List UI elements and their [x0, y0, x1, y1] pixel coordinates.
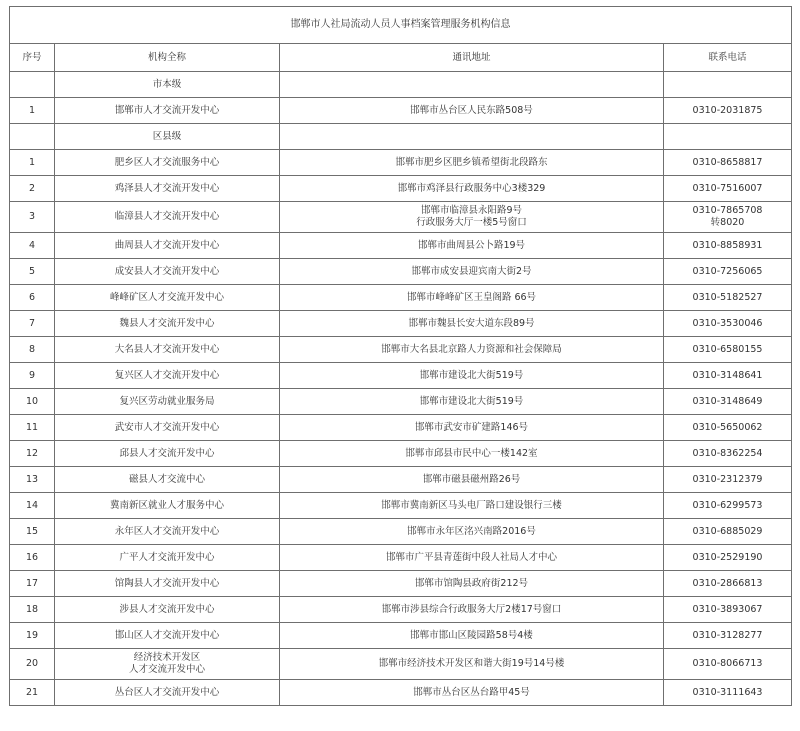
cell-phone	[664, 649, 792, 680]
cell-name	[55, 680, 280, 706]
cell-name-line: 丛台区人才交流开发中心	[114, 686, 220, 698]
cell-name	[55, 337, 280, 363]
cell-address-line: 行政服务大厅一楼5号窗口	[416, 217, 527, 228]
table-row	[10, 467, 792, 493]
table-row	[10, 493, 792, 519]
cell-phone	[664, 337, 792, 363]
cell-address	[280, 233, 664, 259]
cell-address	[280, 571, 664, 597]
cell-name-line: 武安市人才交流开发中心	[114, 421, 220, 433]
cell-name-line: 邯郸市人才交流开发中心	[114, 104, 220, 116]
table-row	[10, 571, 792, 597]
section-seq-empty	[10, 72, 55, 98]
cell-name	[55, 233, 280, 259]
cell-name	[55, 519, 280, 545]
cell-name	[55, 311, 280, 337]
cell-name	[55, 389, 280, 415]
header-phone: 联系电话	[664, 44, 792, 72]
cell-seq: 9	[10, 363, 55, 389]
header-name: 机构全称	[55, 44, 280, 72]
header-seq: 序号	[10, 44, 55, 72]
cell-name	[55, 441, 280, 467]
cell-name-line: 大名县人才交流开发中心	[114, 343, 220, 355]
section-address-empty	[280, 72, 664, 98]
cell-address-line: 邯郸市大名县北京路人力资源和社会保障局	[381, 343, 562, 355]
header-address: 通讯地址	[280, 44, 664, 72]
cell-address-line: 邯郸市冀南新区马头电厂路口建设银行三楼	[381, 499, 562, 511]
section-phone-empty	[664, 72, 792, 98]
section-label: 市本级	[55, 72, 280, 98]
section-row	[10, 72, 792, 98]
cell-seq: 11	[10, 415, 55, 441]
cell-address-line: 邯郸市永年区洺兴南路2016号	[407, 525, 536, 537]
cell-address-line: 邯郸市邯山区陵园路58号4楼	[410, 629, 533, 641]
table-row	[10, 441, 792, 467]
cell-name	[55, 493, 280, 519]
cell-address	[280, 493, 664, 519]
table-row	[10, 545, 792, 571]
cell-address	[280, 98, 664, 124]
cell-name-line: 人才交流开发中心	[128, 664, 205, 675]
agency-table	[9, 6, 792, 706]
cell-phone	[664, 493, 792, 519]
table-row	[10, 233, 792, 259]
cell-address	[280, 259, 664, 285]
cell-phone-line: 0310-2312379	[692, 473, 763, 485]
cell-seq: 6	[10, 285, 55, 311]
cell-seq: 21	[10, 680, 55, 706]
section-seq-empty	[10, 124, 55, 150]
cell-name-line: 邯山区人才交流开发中心	[114, 629, 220, 641]
cell-phone	[664, 545, 792, 571]
cell-phone	[664, 285, 792, 311]
cell-seq: 15	[10, 519, 55, 545]
cell-name	[55, 285, 280, 311]
cell-address-line: 邯郸市邱县市民中心一楼142室	[405, 447, 538, 459]
cell-phone	[664, 571, 792, 597]
cell-name-line: 临漳县人才交流开发中心	[114, 211, 220, 222]
cell-seq: 12	[10, 441, 55, 467]
cell-name	[55, 150, 280, 176]
cell-address-line: 邯郸市鸡泽县行政服务中心3楼329	[397, 182, 546, 194]
cell-name-line: 经济技术开发区	[133, 652, 201, 663]
table-row	[10, 597, 792, 623]
cell-address	[280, 363, 664, 389]
cell-name	[55, 363, 280, 389]
cell-seq: 3	[10, 202, 55, 233]
cell-phone-line: 0310-8858931	[692, 239, 763, 251]
cell-address-line: 邯郸市建设北大街519号	[419, 369, 524, 381]
cell-address-line: 邯郸市武安市矿建路146号	[414, 421, 529, 433]
cell-phone	[664, 415, 792, 441]
cell-phone-line: 0310-6299573	[692, 499, 763, 511]
cell-phone-line: 0310-2866813	[692, 577, 763, 589]
cell-name-line: 肥乡区人才交流服务中心	[114, 156, 220, 168]
table-header-row	[10, 44, 792, 72]
table-row	[10, 389, 792, 415]
cell-seq: 17	[10, 571, 55, 597]
cell-name	[55, 597, 280, 623]
cell-name-line: 永年区人才交流开发中心	[114, 525, 220, 537]
cell-phone-line: 0310-2529190	[692, 551, 763, 563]
section-phone-empty	[664, 124, 792, 150]
cell-phone-line: 0310-5650062	[692, 421, 763, 433]
cell-phone	[664, 150, 792, 176]
cell-seq: 4	[10, 233, 55, 259]
table-row	[10, 415, 792, 441]
cell-address	[280, 202, 664, 233]
cell-name	[55, 259, 280, 285]
cell-phone	[664, 519, 792, 545]
table-title: 邯郸市人社局流动人员人事档案管理服务机构信息	[10, 7, 792, 44]
cell-phone	[664, 176, 792, 202]
cell-address	[280, 545, 664, 571]
cell-name	[55, 571, 280, 597]
cell-name	[55, 202, 280, 233]
cell-phone-line: 0310-8362254	[692, 447, 763, 459]
cell-address-line: 邯郸市成安县迎宾南大街2号	[411, 265, 532, 277]
cell-phone-line: 0310-3111643	[692, 686, 763, 698]
cell-phone	[664, 233, 792, 259]
cell-seq: 13	[10, 467, 55, 493]
cell-address-line: 邯郸市丛台区丛台路甲45号	[413, 686, 530, 698]
cell-name-line: 冀南新区就业人才服务中心	[109, 499, 224, 511]
table-row	[10, 311, 792, 337]
table-row	[10, 649, 792, 680]
cell-seq: 16	[10, 545, 55, 571]
cell-phone-line: 0310-3530046	[692, 317, 763, 329]
cell-address-line: 邯郸市涉县综合行政服务大厅2楼17号窗口	[381, 603, 562, 615]
cell-address-line: 邯郸市广平县青莲街中段人社局人才中心	[385, 551, 557, 563]
cell-address	[280, 285, 664, 311]
cell-address-line: 邯郸市建设北大街519号	[419, 395, 524, 407]
cell-address-line: 邯郸市经济技术开发区和谐大街19号14号楼	[378, 658, 565, 669]
cell-address	[280, 311, 664, 337]
cell-name-line: 复兴区劳动就业服务局	[119, 395, 215, 407]
cell-seq: 14	[10, 493, 55, 519]
cell-name-line: 馆陶县人才交流开发中心	[114, 577, 220, 589]
cell-phone	[664, 202, 792, 233]
cell-address	[280, 597, 664, 623]
cell-address	[280, 337, 664, 363]
cell-address	[280, 467, 664, 493]
cell-phone-line: 0310-7865708	[692, 205, 763, 216]
cell-address	[280, 680, 664, 706]
cell-name	[55, 176, 280, 202]
cell-address-line: 邯郸市魏县长安大道东段89号	[408, 317, 535, 329]
cell-phone-line: 0310-8658817	[692, 156, 763, 168]
cell-name-line: 魏县人才交流开发中心	[119, 317, 215, 329]
cell-phone	[664, 311, 792, 337]
cell-phone-line: 转8020	[710, 217, 745, 228]
cell-name-line: 邱县人才交流开发中心	[119, 447, 215, 459]
table-row	[10, 363, 792, 389]
cell-seq: 2	[10, 176, 55, 202]
section-address-empty	[280, 124, 664, 150]
table-row	[10, 176, 792, 202]
cell-seq: 10	[10, 389, 55, 415]
cell-phone-line: 0310-5182527	[692, 291, 763, 303]
cell-phone-line: 0310-7516007	[692, 182, 763, 194]
cell-seq: 18	[10, 597, 55, 623]
cell-name-line: 曲周县人才交流开发中心	[114, 239, 220, 251]
table-row	[10, 519, 792, 545]
cell-name-line: 涉县人才交流开发中心	[119, 603, 215, 615]
cell-address-line: 邯郸市丛台区人民东路508号	[410, 104, 533, 116]
cell-seq: 1	[10, 150, 55, 176]
table-row	[10, 623, 792, 649]
cell-phone	[664, 441, 792, 467]
cell-phone-line: 0310-3893067	[692, 603, 763, 615]
cell-name	[55, 623, 280, 649]
cell-name	[55, 98, 280, 124]
cell-phone	[664, 363, 792, 389]
cell-address	[280, 150, 664, 176]
cell-seq: 19	[10, 623, 55, 649]
cell-address-line: 邯郸市肥乡区肥乡镇希望街北段路东	[395, 156, 548, 168]
cell-name	[55, 649, 280, 680]
table-row	[10, 202, 792, 233]
cell-phone	[664, 467, 792, 493]
table-row	[10, 337, 792, 363]
cell-seq: 1	[10, 98, 55, 124]
cell-seq: 7	[10, 311, 55, 337]
cell-seq: 20	[10, 649, 55, 680]
cell-phone	[664, 98, 792, 124]
cell-name-line: 复兴区人才交流开发中心	[114, 369, 220, 381]
cell-phone	[664, 597, 792, 623]
cell-address	[280, 415, 664, 441]
cell-address	[280, 389, 664, 415]
cell-phone	[664, 680, 792, 706]
cell-name-line: 广平人才交流开发中心	[119, 551, 215, 563]
table-row	[10, 285, 792, 311]
cell-address	[280, 176, 664, 202]
cell-address	[280, 441, 664, 467]
cell-name	[55, 415, 280, 441]
table-row	[10, 259, 792, 285]
cell-name-line: 峰峰矿区人才交流开发中心	[109, 291, 224, 303]
section-label: 区县级	[55, 124, 280, 150]
cell-name-line: 磁县人才交流中心	[128, 473, 205, 485]
cell-phone-line: 0310-7256065	[692, 265, 763, 277]
section-row	[10, 124, 792, 150]
cell-name	[55, 467, 280, 493]
cell-phone-line: 0310-8066713	[692, 658, 763, 669]
cell-name	[55, 545, 280, 571]
cell-address	[280, 649, 664, 680]
cell-phone-line: 0310-2031875	[692, 104, 763, 116]
cell-phone-line: 0310-3148649	[692, 395, 763, 407]
cell-seq: 8	[10, 337, 55, 363]
cell-phone-line: 0310-3148641	[692, 369, 763, 381]
cell-phone-line: 0310-6580155	[692, 343, 763, 355]
cell-address-line: 邯郸市曲周县公卜路19号	[417, 239, 526, 251]
cell-seq: 5	[10, 259, 55, 285]
table-row	[10, 98, 792, 124]
cell-name-line: 成安县人才交流开发中心	[114, 265, 220, 277]
table-title-row	[10, 7, 792, 44]
cell-address-line: 邯郸市馆陶县政府街212号	[414, 577, 529, 589]
cell-address	[280, 519, 664, 545]
cell-phone-line: 0310-3128277	[692, 629, 763, 641]
cell-phone	[664, 623, 792, 649]
cell-address-line: 邯郸市临漳县永阳路9号	[420, 205, 523, 216]
table-row	[10, 150, 792, 176]
cell-name-line: 鸡泽县人才交流开发中心	[114, 182, 220, 194]
cell-phone-line: 0310-6885029	[692, 525, 763, 537]
cell-address-line: 邯郸市磁县磁州路26号	[422, 473, 521, 485]
cell-address	[280, 623, 664, 649]
cell-address-line: 邯郸市峰峰矿区王皇阁路 66号	[406, 291, 537, 303]
cell-phone	[664, 389, 792, 415]
table-row	[10, 680, 792, 706]
cell-phone	[664, 259, 792, 285]
